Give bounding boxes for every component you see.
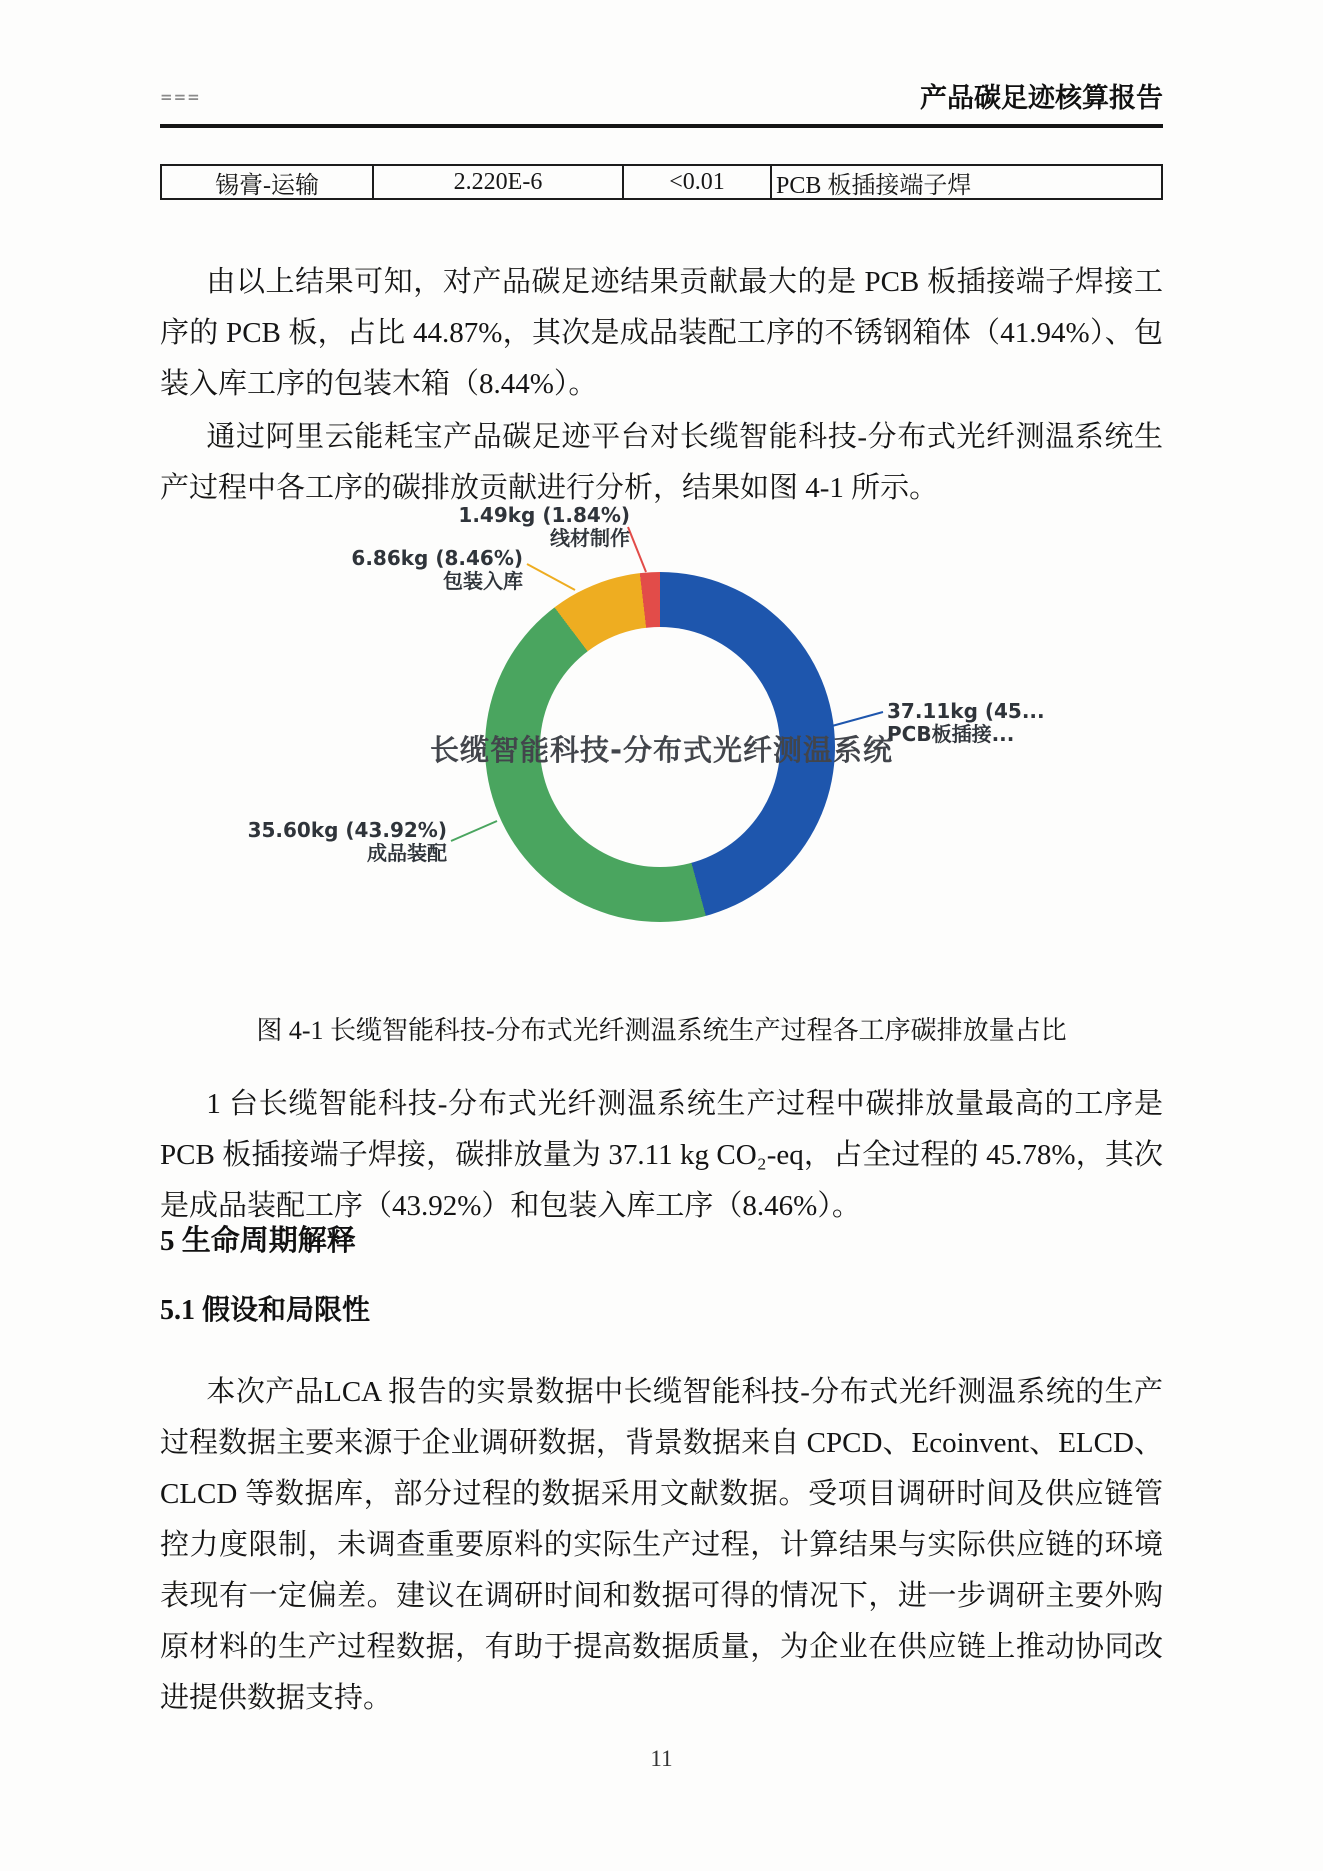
callout-packaging-name: 包装入库: [443, 569, 523, 593]
section-heading-5-1: 5.1 假设和局限性: [160, 1295, 371, 1326]
paragraph-analysis: 通过阿里云能耗宝产品碳足迹平台对长缆智能科技-分布式光纤测温系统生产过程中各工序的碳排放贡献进行分析，结果如图 4-1 所示。: [160, 421, 1163, 504]
paragraph-assumptions: 本次产品LCA 报告的实景数据中长缆智能科技-分布式光纤测温系统的生产过程数据主要来源于企业调研数据，背景数据来自 CPCD、Ecoinvent、ELCD、CLCD 等数据库，部分过程的数据采用文献数据。受项目调研时间及供应链管控力度限制，未调查重要原料的实际生产过程，计算结果与实际供应链的环境表现有一定偏差。建议在调研时间和数据可得的情况下，进一步调研主要外购原材料的生产过程数据，有助于提高数据质量，为企业在供应链上推动协同改进提供数据支持。: [160, 1376, 1163, 1714]
callout-packaging: [351, 547, 523, 593]
table-cell-value: 2.220E-6: [374, 166, 624, 198]
callout-wire-value: 1.49kg (1.84%): [458, 503, 630, 527]
callout-wire-name: 线材制作: [550, 526, 630, 550]
callout-pcb-name: PCB板插接...: [887, 722, 1015, 746]
section-heading-5: 5 生命周期解释: [160, 1225, 356, 1257]
callout-assembly: [248, 819, 447, 865]
callout-wire: [458, 504, 630, 550]
header-rule: [160, 124, 1163, 128]
figure-caption: 图 4-1 长缆智能科技-分布式光纤测温系统生产过程各工序碳排放量占比: [256, 1016, 1067, 1045]
table-cell-percent: <0.01: [624, 166, 772, 198]
callout-assembly-name: 成品装配: [367, 841, 447, 865]
table-cell-process: 锡膏-运输: [162, 166, 374, 198]
callout-assembly-value: 35.60kg (43.92%): [247, 818, 447, 842]
callout-packaging-value: 6.86kg (8.46%): [351, 546, 523, 570]
paragraph-results: 由以上结果可知，对产品碳足迹结果贡献最大的是 PCB 板插接端子焊接工序的 PCB 板，占比 44.87%，其次是成品装配工序的不锈钢箱体（41.94%）、包装入库工序的包装木箱（8.44%）。: [160, 266, 1163, 400]
donut-chart-figure: [160, 500, 1163, 970]
callout-pcb-value: 37.11kg (45...: [887, 699, 1045, 723]
paragraph-emission-detail: 1 台长缆智能科技-分布式光纤测温系统生产过程中碳排放量最高的工序是 PCB 板插接端子焊接，碳排放量为 37.11 kg CO₂-eq，占全过程的 45.78%，其次是成品装配工序（43.92%）和包装入库工序（8.46%）。: [160, 1088, 1163, 1222]
table-cell-step: PCB 板插接端子焊: [776, 172, 972, 198]
header-title: 产品碳足迹核算报告: [920, 83, 1163, 114]
data-table-row: [160, 164, 1163, 200]
header-left-mark: ===: [160, 88, 201, 106]
page-number: 11: [650, 1746, 673, 1771]
donut-center-label: 长缆智能科技-分布式光纤测温系统: [429, 733, 894, 767]
